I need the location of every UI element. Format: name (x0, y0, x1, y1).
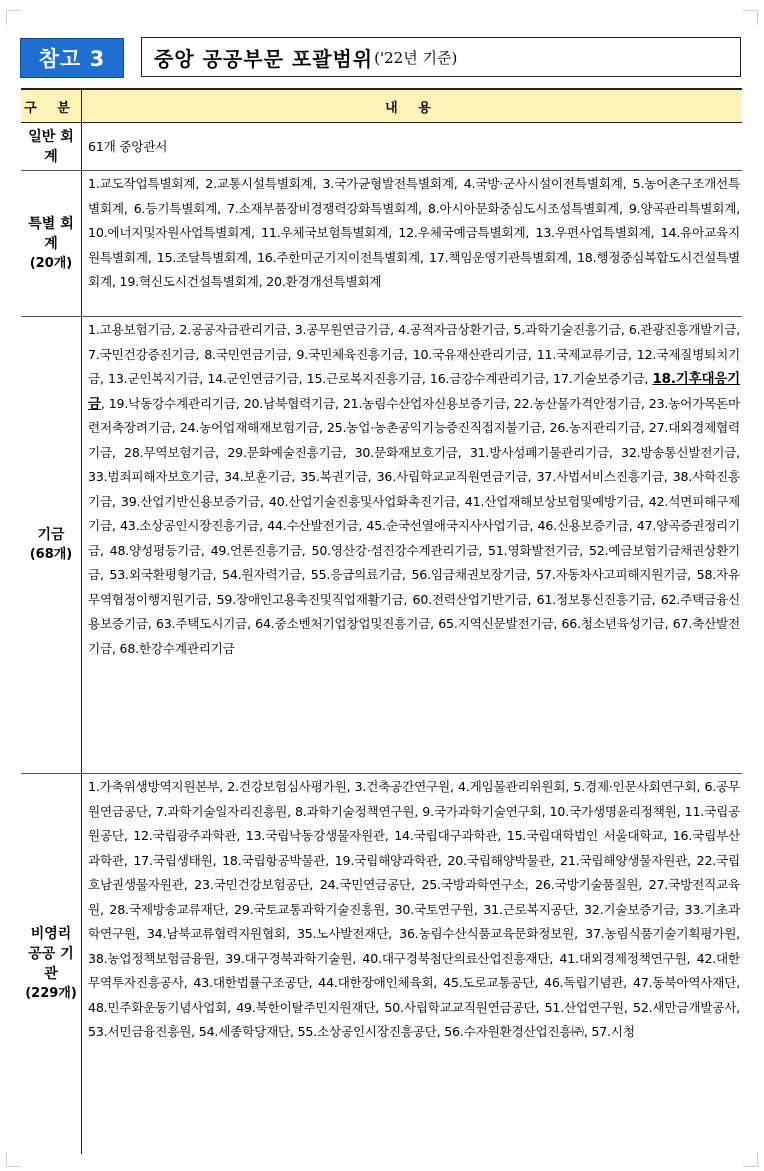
category-count: (20개) (29, 255, 73, 271)
category-label: 일반 회계 (28, 128, 74, 165)
table-header-row (21, 89, 742, 123)
content-cell (82, 774, 743, 1154)
crop-mark (6, 10, 21, 25)
table-row-general-account (21, 123, 742, 171)
category-label: 비영리 공공 기관 (28, 925, 74, 982)
header-content: 내 용 (82, 89, 743, 123)
page-title: 중앙 공공부문 포괄범위 (154, 46, 374, 71)
content-cell (82, 171, 743, 317)
title-box (141, 37, 741, 77)
category-label: 기금 (37, 527, 65, 543)
category-count: (229개) (25, 985, 77, 1001)
crop-mark (6, 1152, 21, 1167)
scope-table (21, 88, 742, 1154)
category-cell (21, 123, 82, 171)
content-text-continued: , 19.낙동강수계관리기금, 20.남북협력기금, 21.농림수산업자신용보증기금, 22.농산물가격안정기금, 23.농어가목돈마련저축장려기금, 24.농어업재해재보험기금, 25.농업·농촌공익기능증진직접지불기금, 26.농지관리기금, 27.대외경제협력기금, 28.무역보험기금, 29.문화예술진흥기금, 30.문화재보호기금, 31.방사성폐기물관리기금, 32.방송통신발전기금, 33.범죄피해자보호기금, 34.보훈기금, 35.복권기금, 36.사립학교교직원연금기금, 37.사법서비스진흥기금, 38.사학진흥기금, 39.산업기반신용보증기금, 40.산업기술진흥및사업화촉진기금, 41.산업재해보상보험및예방기금, 42.석면피해구제기금, 43.소상공인시장진흥기금, 44.수산발전기금, 45.순국선열애국지사사업기금, 46.신용보증기금, 47.양곡증권정리기금, 48.양성평등기금, 49.언론진흥기금, 50.영산강·섬진강수계관리기금, 51.영화발전기금, 52.예금보험기금채권상환기금, 53.외국환평형기금, 54.원자력기금, 55.응급의료기금, 56.임금채권보장기금, 57.자동차사고피해지원기금, 58.자유무역협정이행지원기금, 59.장애인고용촉진및직업재활기금, 60.전력산업기반기금, 61.정보통신진흥기금, 62.주택금융신용보증기금, 63.주택도시기금, 64.중소벤처기업창업및진흥기금, 65.지역신문발전기금, 66.청소년육성기금, 67.축산발전기금, 68.한강수계관리기금 (88, 395, 740, 656)
crop-mark (743, 10, 758, 25)
table-row-nonprofit-institutions (21, 774, 742, 1154)
category-label: 특별 회계 (28, 215, 74, 252)
content-text: 1.가축위생방역지원본부, 2.건강보험심사평가원, 3.건축공간연구원, 4.게임물관리위원회, 5.경제·인문사회연구회, 6.공무원연금공단, 7.과학기술일자리진흥원, 8.과학기술정책연구원, 9.국가과학기술연구회, 10.국가생명윤리정책원, 11.국립공원공단, 12.국립광주과학관, 13.국립낙동강생물자원관, 14.국립대구과학관, 15.국립대학법인 서울대학교, 16.국립부산과학관, 17.국립생태원, 18.국립항공박물관, 19.국립해양과학관, 20.국립해양박물관, 21.국립해양생물자원관, 22.국립호남권생물자원관, 23.국민건강보험공단, 24.국민연금공단, 25.국방과학연구소, 26.국방기술품질원, 27.국방전직교육원, 28.국제방송교류재단, 29.국토교통과학기술진흥원, 30.국토연구원, 31.근로복지공단, 32.기술보증기금, 33.기초과학연구원, 34.남북교류협력지원협회, 35.노사발전재단, 36.농림수산식품교육문화정보원, 37.농림식품기술기획평가원, 38.농업정책보험금융원, 39.대구경북과학기술원, 40.대구경북첨단의료산업진흥재단, 41.대외경제정책연구원, 42.대한무역투자진흥공사, 43.대한법률구조공단, 44.대한장애인체육회, 45.도로교통공단, 46.독립기념관, 47.동북아역사재단, 48.민주화운동기념사업회, 49.북한이탈주민지원재단, 50.사립학교교직원연금공단, 51.산업연구원, 52.새만금개발공사, 53.서민금융진흥원, 54.세종학당재단, 55.소상공인시장진흥공단, 56.수자원환경산업진흥㈜, 57.시청 (88, 779, 740, 1039)
content-text: 1.고용보험기금, 2.공공자금관리기금, 3.공무원연금기금, 4.공적자금상환기금, 5.과학기술진흥기금, 6.관광진흥개발기금, 7.국민건강증진기금, 8.국민연금기금, 9.국민체육진흥기금, 10.국유재산관리기금, 11.국제교류기금, 12.국제질병퇴치기금, 13.군인복지기금, 14.군인연금기금, 15.근로복지진흥기금, 16.금강수계관리기금, 17.기술보증기금, (88, 322, 740, 386)
content-cell (82, 123, 743, 171)
category-cell (21, 171, 82, 317)
crop-mark (743, 1152, 758, 1167)
page-subtitle: ('22년 기준) (374, 48, 458, 67)
table-row-special-account (21, 171, 742, 317)
content-text: 1.교도작업특별회계, 2.교통시설특별회계, 3.국가균형발전특별회계, 4.국방·군사시설이전특별회계, 5.농어촌구조개선특별회계, 6.등기특별회계, 7.소재부품장비경쟁력강화특별회계, 8.아시아문화중심도시조성특별회계, 9.양곡관리특별회계, 10.에너지및자원사업특별회계, 11.우체국보험특별회계, 12.우체국예금특별회계, 13.우편사업특별회계, 14.유아교육지원특별회계, 15.조달특별회계, 16.주한미군기지이전특별회계, 17.책임운영기관특별회계, 18.행정중심복합도시건설특별회계, 19.혁신도시건설특별회계, 20.환경개선특별회계 (88, 176, 740, 289)
category-cell (21, 774, 82, 1154)
reference-badge: 참고 3 (20, 38, 124, 78)
header-category: 구 분 (21, 89, 82, 123)
category-count: (68개) (29, 547, 73, 562)
content-text: 61개 중앙관서 (88, 138, 168, 154)
highlighted-fund: 18.기후대응기금 (88, 371, 740, 412)
table-row-funds (21, 317, 742, 774)
category-cell (21, 317, 82, 774)
content-cell (82, 317, 743, 774)
